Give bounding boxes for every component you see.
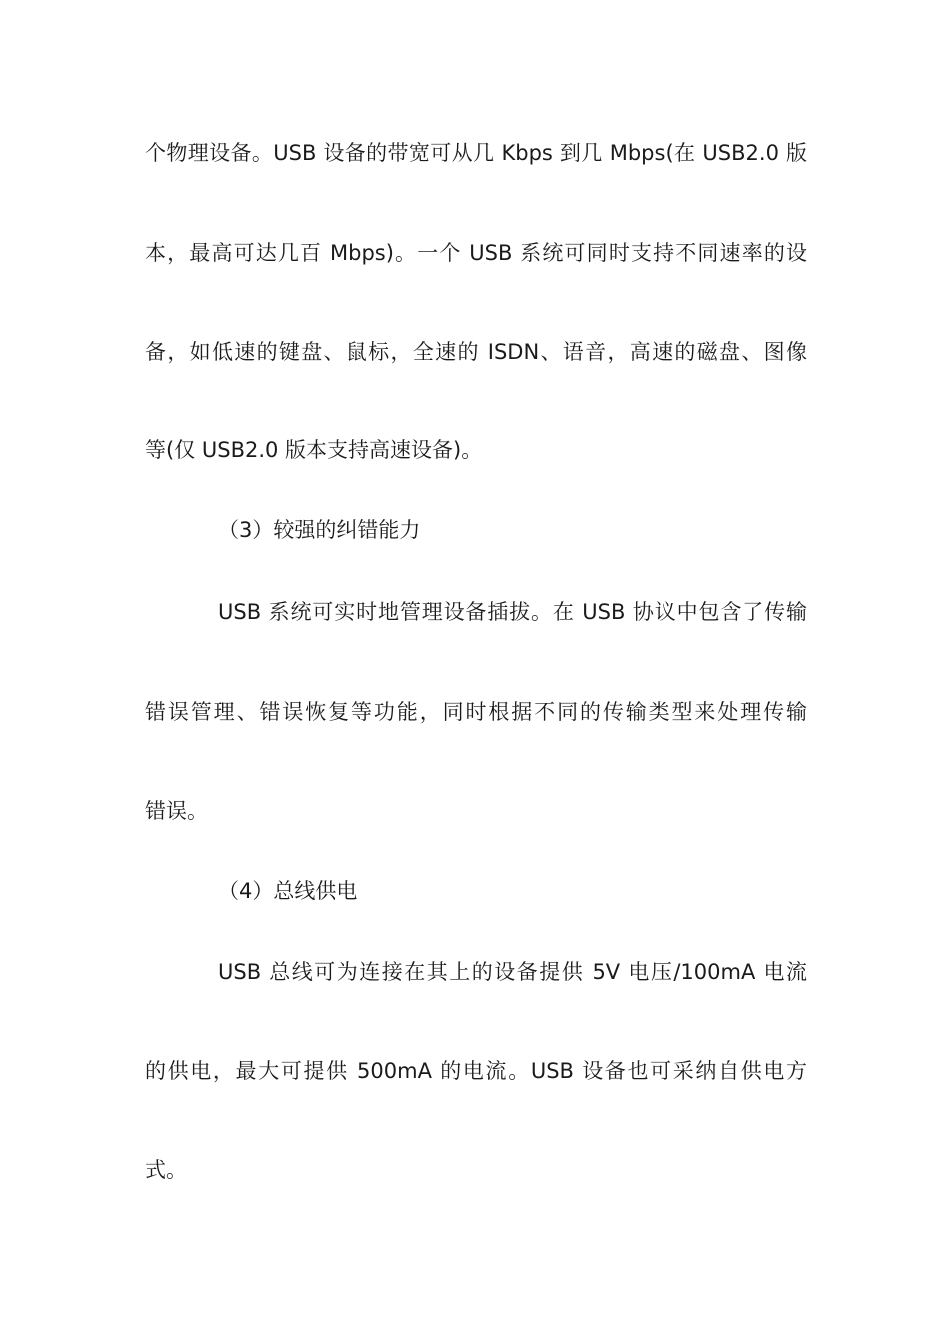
paragraph-line: 本，最高可达几百 Mbps)。一个 USB 系统可同时支持不同速率的设	[145, 241, 807, 265]
paragraph-line: 个物理设备。USB 设备的带宽可从几 Kbps 到几 Mbps(在 USB2.0 版	[145, 141, 807, 165]
paragraph-line: 错误管理、错误恢复等功能，同时根据不同的传输类型来处理传输	[145, 700, 807, 724]
paragraph-line: USB 总线可为连接在其上的设备提供 5V 电压/100mA 电流	[218, 960, 807, 984]
paragraph-line: 错误。	[145, 799, 208, 823]
section-heading: （4）总线供电	[218, 879, 358, 903]
paragraph-line: 备，如低速的键盘、鼠标，全速的 ISDN、语音，高速的磁盘、图像	[145, 340, 807, 364]
paragraph-line: USB 系统可实时地管理设备插拔。在 USB 协议中包含了传输	[218, 600, 807, 624]
section-heading: （3）较强的纠错能力	[218, 518, 421, 542]
paragraph-line: 式。	[145, 1158, 187, 1182]
paragraph-line: 等(仅 USB2.0 版本支持高速设备)。	[145, 438, 483, 462]
paragraph-line: 的供电，最大可提供 500mA 的电流。USB 设备也可采纳自供电方	[145, 1059, 807, 1083]
